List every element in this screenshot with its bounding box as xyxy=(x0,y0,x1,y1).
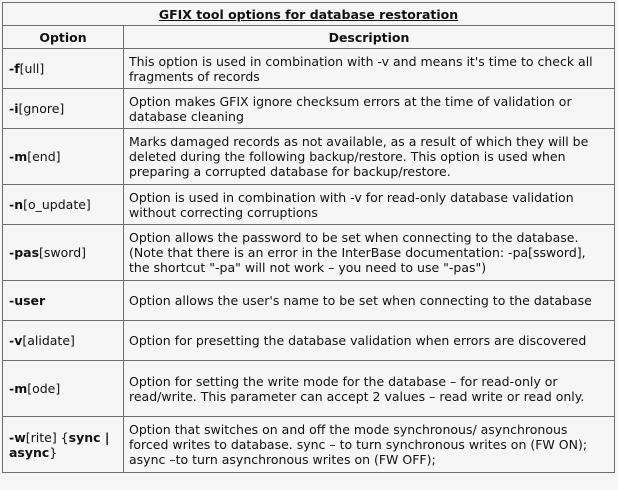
option-key: -user xyxy=(9,293,46,308)
option-suffix: [rite] { xyxy=(25,429,69,445)
option-suffix: [alidate] xyxy=(22,333,75,348)
description-cell: Option that switches on and off the mode synchronous/ asynchronous forced writes to database. sync – to turn synchronous writes on (FW ON); async –to turn asynchronous writes on (FW OFF); xyxy=(124,417,615,473)
option-key: -n xyxy=(9,197,24,212)
option-key: -pas xyxy=(9,245,40,260)
option-key: -w xyxy=(9,429,26,445)
table-row xyxy=(3,89,615,129)
table-title: GFIX tool options for database restoration xyxy=(3,3,615,26)
option-cell xyxy=(3,321,124,361)
description-cell: Option allows the password to be set when connecting to the database. (Note that there is an error in the InterBase documentation: -pa[ssword], the shortcut "-pa" will not work – you need to use "-pas") xyxy=(124,225,615,281)
option-cell xyxy=(3,361,124,417)
option-close-brace: } xyxy=(49,444,58,460)
option-suffix: [o_update] xyxy=(23,197,91,212)
column-header-description: Description xyxy=(124,26,615,49)
option-key: -m xyxy=(9,381,28,396)
option-suffix: [ull] xyxy=(19,61,45,76)
option-suffix: [ode] xyxy=(27,381,61,396)
option-cell xyxy=(3,89,124,129)
option-suffix: [sword] xyxy=(39,245,87,260)
table-row xyxy=(3,225,615,281)
options-table xyxy=(2,2,615,473)
description-cell: Marks damaged records as not available, as a result of which they will be deleted during the following backup/restore. This option is used when preparing a corrupted database for backup/restore. xyxy=(124,129,615,185)
description-cell: Option for setting the write mode for the database – for read-only or read/write. This parameter can accept 2 values – read write or read only. xyxy=(124,361,615,417)
option-key: -f xyxy=(9,61,20,76)
option-cell xyxy=(3,185,124,225)
table-row xyxy=(3,129,615,185)
table-row xyxy=(3,321,615,361)
option-suffix: [end] xyxy=(27,149,61,164)
table-row xyxy=(3,361,615,417)
option-cell xyxy=(3,281,124,321)
table-row xyxy=(3,49,615,89)
table-row xyxy=(3,281,615,321)
table-row xyxy=(3,185,615,225)
option-cell xyxy=(3,225,124,281)
option-key: -i xyxy=(9,101,19,116)
option-cell xyxy=(3,49,124,89)
description-cell: Option makes GFIX ignore checksum errors at the time of validation or database cleaning xyxy=(124,89,615,129)
option-key: -v xyxy=(9,333,23,348)
option-key: -m xyxy=(9,149,28,164)
table-row xyxy=(3,417,615,473)
option-suffix: [gnore] xyxy=(18,101,65,116)
description-cell: Option is used in combination with -v for read-only database validation without correcting corruptions xyxy=(124,185,615,225)
column-header-option: Option xyxy=(3,26,124,49)
description-cell: This option is used in combination with -v and means it's time to check all fragments of records xyxy=(124,49,615,89)
option-values: sync | async xyxy=(9,429,110,460)
option-cell xyxy=(3,417,124,473)
description-cell: Option allows the user's name to be set when connecting to the database xyxy=(124,281,615,321)
option-cell xyxy=(3,129,124,185)
description-cell: Option for presetting the database validation when errors are discovered xyxy=(124,321,615,361)
